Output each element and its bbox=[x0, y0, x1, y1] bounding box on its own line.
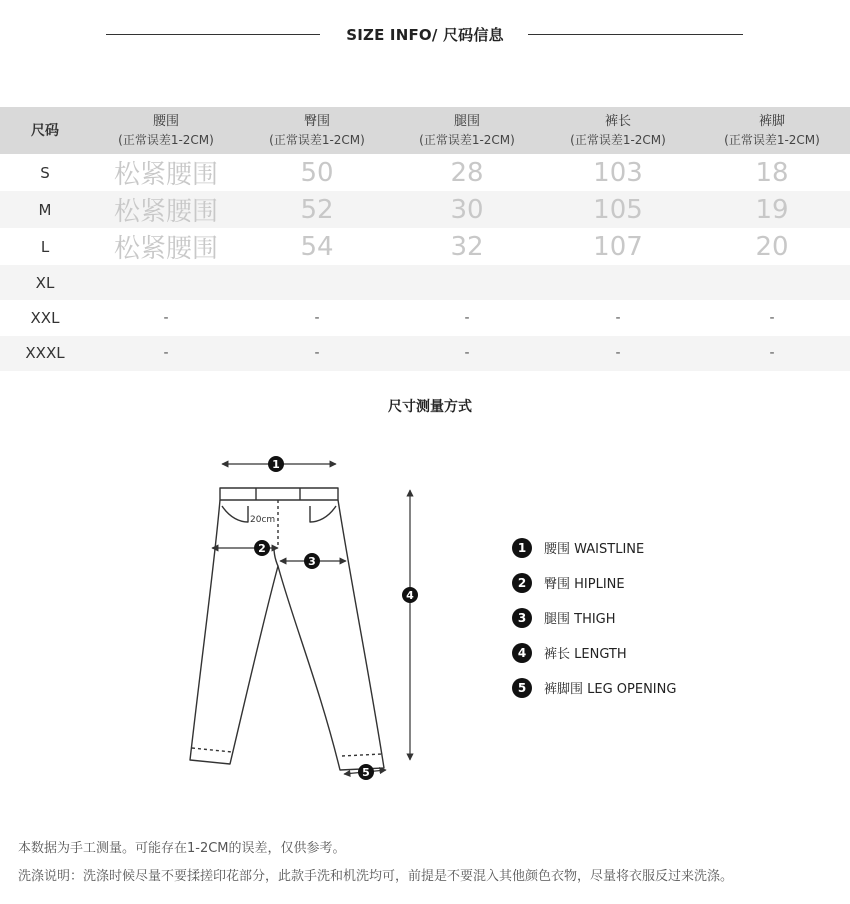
svg-text:2: 2 bbox=[258, 542, 266, 555]
legend-label: 裤脚围 LEG OPENING bbox=[544, 682, 677, 697]
waist-cell: - bbox=[90, 336, 242, 371]
marker-5-icon bbox=[358, 764, 374, 780]
waist-cell bbox=[90, 265, 242, 300]
table-row bbox=[0, 191, 850, 228]
table-row bbox=[0, 300, 850, 335]
legend-item-hipline bbox=[512, 565, 676, 600]
size-cell: M bbox=[0, 191, 90, 228]
legend-item-length bbox=[512, 635, 676, 670]
table-row bbox=[0, 228, 850, 265]
table-row bbox=[0, 336, 850, 371]
length-cell: - bbox=[542, 336, 694, 371]
size-cell: L bbox=[40, 237, 50, 256]
size-cell: S bbox=[40, 163, 50, 182]
length-cell: 107 bbox=[593, 231, 643, 262]
legend-label: 腿围 THIGH bbox=[544, 612, 616, 627]
thigh-cell: - bbox=[464, 309, 470, 326]
length-cell bbox=[542, 265, 694, 300]
length-cell: - bbox=[615, 309, 621, 326]
leg-opening-cell: - bbox=[694, 336, 850, 371]
leg-opening-cell: - bbox=[769, 309, 775, 326]
measurement-legend bbox=[512, 530, 676, 705]
number-2-icon: 2 bbox=[512, 573, 532, 593]
leg-opening-cell bbox=[694, 265, 850, 300]
hip-cell bbox=[242, 265, 392, 300]
number-1-icon: 1 bbox=[512, 538, 532, 558]
leg-opening-cell: 20 bbox=[755, 231, 789, 262]
size-cell: XL bbox=[0, 265, 90, 300]
size-info-header bbox=[0, 20, 850, 50]
hip-cell: 52 bbox=[242, 191, 392, 228]
size-cell: XXXL bbox=[0, 336, 90, 371]
thigh-cell: 32 bbox=[450, 231, 484, 262]
waist-cell: - bbox=[163, 309, 169, 326]
waist-cell: 松紧腰围 bbox=[113, 234, 218, 264]
page-title: SIZE INFO/ 尺码信息 bbox=[346, 26, 504, 44]
legend-label: 腰围 WAISTLINE bbox=[544, 542, 645, 557]
marker-2-icon bbox=[254, 540, 270, 556]
hip-cell: 54 bbox=[300, 231, 334, 262]
legend-label: 裤长 LENGTH bbox=[544, 647, 627, 662]
svg-text:4: 4 bbox=[406, 589, 414, 602]
number-5-icon: 5 bbox=[512, 678, 532, 698]
hip-cell: - bbox=[314, 309, 320, 326]
table-header-row bbox=[0, 107, 850, 154]
column-header-waist: 腰围 (正常误差1-2CM) bbox=[90, 107, 242, 154]
size-cell: XXL bbox=[30, 308, 60, 327]
title-divider-right bbox=[528, 34, 743, 35]
size-table bbox=[0, 107, 850, 371]
measurement-note: 本数据为手工测量。可能存在1-2CM的误差，仅供参考。 bbox=[18, 841, 346, 856]
marker-4-icon bbox=[402, 587, 418, 603]
leg-opening-cell: 18 bbox=[755, 157, 789, 188]
legend-item-waistline bbox=[512, 530, 676, 565]
number-3-icon: 3 bbox=[512, 608, 532, 628]
column-header-thigh: 腿围 (正常误差1-2CM) bbox=[392, 107, 542, 154]
hip-cell: 50 bbox=[300, 157, 334, 188]
waist-cell: 松紧腰围 bbox=[113, 160, 218, 190]
measure-lines bbox=[212, 464, 410, 774]
marker-3-icon bbox=[304, 553, 320, 569]
table-row bbox=[0, 154, 850, 191]
washing-instructions: 洗涤说明：洗涤时候尽量不要揉搓印花部分，此款手洗和机洗均可，前提是不要混入其他颜色衣物，尽量将衣服反过来洗涤。 bbox=[18, 869, 734, 884]
title-divider-left bbox=[106, 34, 320, 35]
svg-text:1: 1 bbox=[272, 458, 280, 471]
legend-item-leg-opening bbox=[512, 670, 676, 705]
length-cell: 103 bbox=[593, 157, 643, 188]
thigh-cell: - bbox=[392, 336, 542, 371]
svg-text:3: 3 bbox=[308, 555, 316, 568]
pants-outline bbox=[190, 488, 384, 770]
measurement-method-title: 尺寸测量方式 bbox=[388, 399, 472, 415]
column-header-hip: 臀围 (正常误差1-2CM) bbox=[242, 107, 392, 154]
waist-cell: 松紧腰围 bbox=[90, 191, 242, 228]
column-header-size: 尺码 bbox=[0, 107, 90, 154]
diagram-dimension-label: 20cm bbox=[250, 515, 276, 525]
legend-item-thigh bbox=[512, 600, 676, 635]
thigh-cell bbox=[392, 265, 542, 300]
svg-text:5: 5 bbox=[362, 766, 370, 779]
table-row bbox=[0, 265, 850, 300]
number-4-icon: 4 bbox=[512, 643, 532, 663]
thigh-cell: 28 bbox=[450, 157, 484, 188]
pants-measurement-diagram bbox=[170, 448, 440, 798]
legend-label: 臀围 HIPLINE bbox=[544, 577, 625, 592]
column-header-leg-opening: 裤脚 (正常误差1-2CM) bbox=[694, 107, 850, 154]
leg-opening-cell: 19 bbox=[694, 191, 850, 228]
column-header-length: 裤长 (正常误差1-2CM) bbox=[542, 107, 694, 154]
hip-cell: - bbox=[242, 336, 392, 371]
marker-1-icon bbox=[268, 456, 284, 472]
thigh-cell: 30 bbox=[392, 191, 542, 228]
length-cell: 105 bbox=[542, 191, 694, 228]
